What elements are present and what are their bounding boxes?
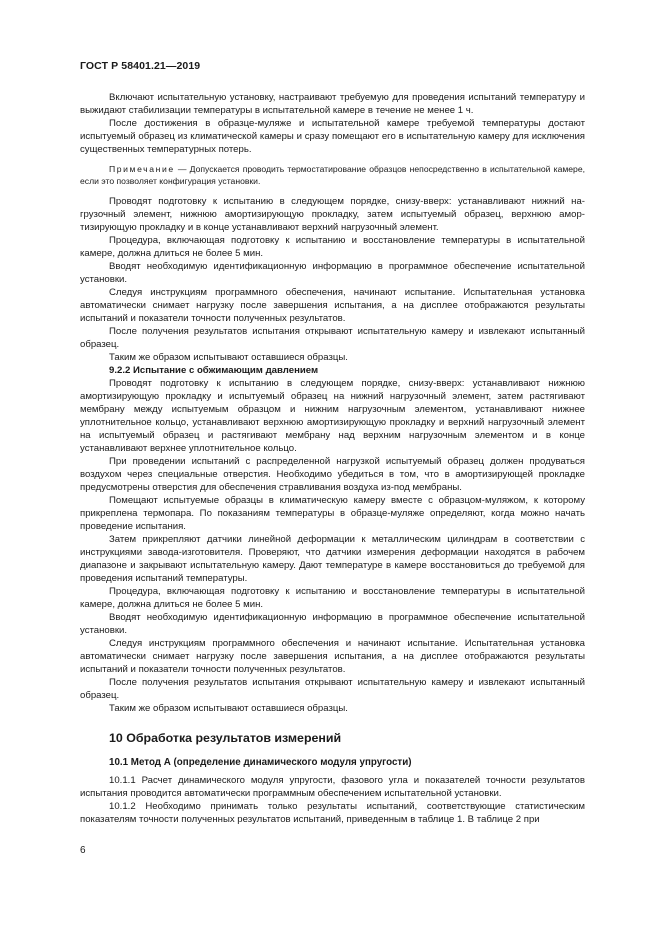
paragraph: Затем прикрепляют датчики линейной деформации к металлическим цилиндрам в соответствии с инструкциями завода-изготовителя. Проверяют, что датчики измерения деформации находятся в рабочем диапазоне и закрывают испытательную камеру. Дают температуре в камере восстановиться до требуемой для проведения испытаний температуры.	[80, 534, 585, 584]
paragraph: Следуя инструкциям программного обеспечения, начинают испытание. Испытательная установка автоматически снимает нагрузку после завершения испытания, а на дисплее отображаются результаты испытаний и показатели точности полученных результатов.	[80, 287, 585, 324]
note	[80, 163, 585, 187]
paragraph: Таким же образом испытывают оставшиеся образцы.	[109, 352, 348, 363]
paragraph: Следуя инструкциям программного обеспечения и начинают испытание. Испытательная установка автоматически снимает нагрузку после завершения испытания, а на дисплее отображаются результаты испытаний и показатели точности полученных результатов.	[80, 638, 585, 675]
paragraph: После получения результатов испытания открывают испытательную камеру и извлекают испытанный образец.	[80, 326, 585, 350]
note-label: Примечание	[109, 164, 175, 174]
section-heading: 10 Обработка результатов измерений	[109, 731, 342, 745]
paragraph: После достижения в образце-муляже и испытательной камере требуемой температуры достают испытуемый образец из климатической камеры и сразу помещают его в испытательную камеру для исключения существенных температурных потерь.	[80, 118, 585, 155]
paragraph: После получения результатов испытания открывают испытательную камеру и извлекают испытанный образец.	[80, 677, 585, 701]
paragraph: 10.1.2 Необходимо принимать только результаты испытаний, соответствующие статистическим показателям точности полученных результатов испытаний, приведенным в таблице 1. В таблице 2 при	[80, 801, 585, 825]
paragraph: Процедура, включающая подготовку к испытанию и восстановление температуры в испытательной камере, должна длиться не более 5 мин.	[80, 586, 585, 610]
paragraph: Вводят необходимую идентификационную информацию в программное обеспечение испытательной установки.	[80, 261, 585, 285]
paragraph: Проводят подготовку к испытанию в следующем порядке, снизу-вверх: устанавливают нижний нагрузочный элемент, нижнюю амортизирующую прокладку, затем испытуемый образец, верхнюю амортизирующую прокладку и в конце устанавливают верхний нагрузочный элемент.	[80, 196, 585, 233]
paragraph: Проводят подготовку к испытанию в следующем порядке, снизу-вверх: устанавливают нижнюю амортизирующую прокладку и испытуемый образец на нижний нагрузочный элемент, затем растягивают мембрану между испытуемым образцом и нижним нагрузочным элементом, устанавливают нижнее уплотнительное кольцо, устанавливают верхнюю амортизирующую прокладку и верхний нагрузочный элемент на испытуемый образец и растягивают мембрану над верхним нагрузочным элементом и в конце устанавливают верхнее уплотнительное кольцо.	[80, 378, 585, 454]
paragraph: 10.1.1 Расчет динамического модуля упругости, фазового угла и показателей точности результатов испытания проводится автоматически программным обеспечением испытательной установки.	[80, 775, 585, 799]
subsection-heading: 9.2.2 Испытание с обжимающим давлением	[109, 365, 319, 376]
note-text: — Допускается проводить термостатирование образцов непосредственно в испытательной камере, если это позволяет конфигурация установки.	[80, 164, 585, 186]
paragraph: Помещают испытуемые образцы в климатическую камеру вместе с образцом-муляжом, к которому прикреплена термопара. По показаниям температуры в образце-муляже определяют, когда можно начать проведение испытания.	[80, 495, 585, 532]
paragraph: Вводят необходимую идентификационную информацию в программное обеспечение испытательной установки.	[80, 612, 585, 636]
paragraph: Включают испытательную установку, настраивают требуемую для проведения испытаний температуру и выжидают стабилизации температуры в испытательной камере в течение не менее 1 ч.	[80, 92, 585, 116]
document-body	[80, 91, 585, 826]
paragraph: Процедура, включающая подготовку к испытанию и восстановление температуры в испытательной камере, должна длиться не более 5 мин.	[80, 235, 585, 259]
subsection-heading: 10.1 Метод А (определение динамического модуля упругости)	[109, 757, 412, 768]
page-number: 6	[80, 845, 86, 856]
document-header: ГОСТ Р 58401.21—2019	[80, 60, 201, 72]
paragraph: Таким же образом испытывают оставшиеся образцы.	[109, 703, 348, 714]
paragraph: При проведении испытаний с распределенной нагрузкой испытуемый образец должен продуваться воздухом через специальные отверстия. Необходимо убедиться в том, что в амортизирующей прокладке предусмотрены отверстия для обеспечения стравливания воздуха из-под мембраны.	[80, 456, 585, 493]
